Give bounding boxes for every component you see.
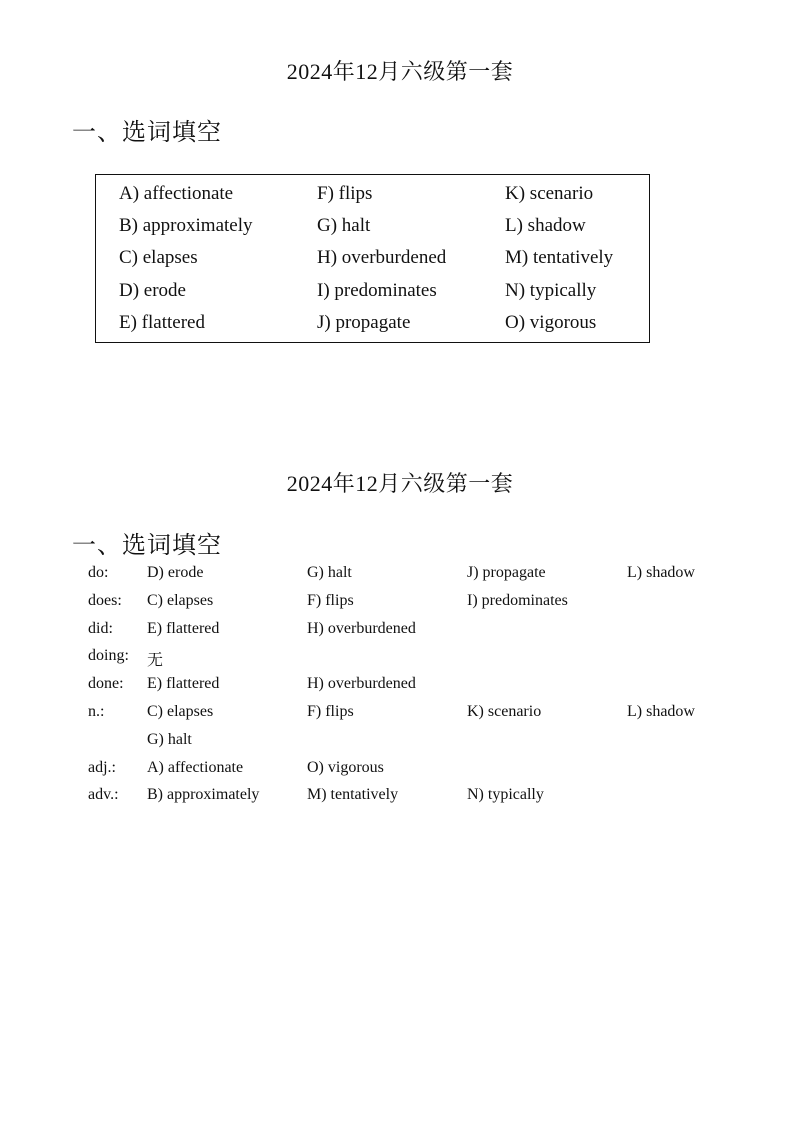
section-heading: 一、选词填空	[72, 120, 222, 146]
category-label: did:	[88, 619, 113, 637]
category-row	[0, 647, 800, 671]
category-row	[0, 564, 800, 588]
word-bank-item: G) halt	[317, 215, 371, 236]
word-bank-item: E) flattered	[119, 312, 205, 333]
category-word: K) scenario	[467, 703, 542, 720]
category-row	[0, 731, 800, 755]
category-word: H) overburdened	[307, 675, 416, 693]
category-row	[0, 675, 800, 699]
category-word: 无	[147, 652, 164, 670]
category-label: adj.:	[88, 758, 116, 776]
category-word: B) approximately	[147, 786, 260, 804]
word-bank-box	[95, 174, 650, 343]
category-row	[0, 592, 800, 616]
word-bank-item: A) affectionate	[119, 183, 234, 204]
word-bank-item: D) erode	[119, 280, 186, 301]
section-heading-repeat: 一、选词填空	[72, 533, 222, 559]
word-bank-item: M) tentatively	[505, 247, 614, 268]
word-bank-item: L) shadow	[505, 215, 586, 236]
category-word: J) propagate	[467, 564, 546, 581]
category-word: L) shadow	[627, 703, 695, 720]
category-word: M) tentatively	[307, 786, 399, 804]
category-word: N) typically	[467, 786, 544, 804]
word-bank-item: F) flips	[317, 183, 373, 204]
category-row	[0, 703, 800, 727]
category-word: C) elapses	[147, 591, 214, 609]
category-word: C) elapses	[147, 703, 214, 720]
category-label: do:	[88, 564, 109, 581]
category-word: D) erode	[147, 564, 204, 581]
category-word: G) halt	[307, 564, 352, 581]
category-word: E) flattered	[147, 675, 220, 693]
category-word: H) overburdened	[307, 619, 416, 637]
category-word: I) predominates	[467, 591, 568, 609]
category-label: done:	[88, 675, 124, 693]
category-word: F) flips	[307, 591, 354, 609]
category-word: O) vigorous	[307, 758, 384, 776]
word-bank-item: H) overburdened	[317, 247, 447, 268]
word-bank-item: K) scenario	[505, 183, 594, 204]
word-bank-item: O) vigorous	[505, 312, 597, 333]
category-label: does:	[88, 591, 122, 609]
category-label: n.:	[88, 703, 105, 720]
category-word: G) halt	[147, 730, 192, 748]
word-bank-item: J) propagate	[317, 312, 411, 333]
category-label: adv.:	[88, 786, 119, 804]
word-bank-item: C) elapses	[119, 247, 198, 268]
category-row	[0, 759, 800, 783]
category-label: doing:	[88, 647, 129, 665]
page-title-repeat: 2024年12月六级第一套	[286, 471, 514, 496]
page-title: 2024年12月六级第一套	[286, 59, 514, 84]
category-word: L) shadow	[627, 564, 695, 581]
category-word: F) flips	[307, 703, 354, 720]
word-bank-item: I) predominates	[317, 280, 437, 301]
category-word: E) flattered	[147, 619, 220, 637]
category-row	[0, 620, 800, 644]
word-bank-item: B) approximately	[119, 215, 253, 236]
word-bank-item: N) typically	[505, 280, 597, 301]
category-word: A) affectionate	[147, 758, 244, 776]
category-row	[0, 786, 800, 810]
